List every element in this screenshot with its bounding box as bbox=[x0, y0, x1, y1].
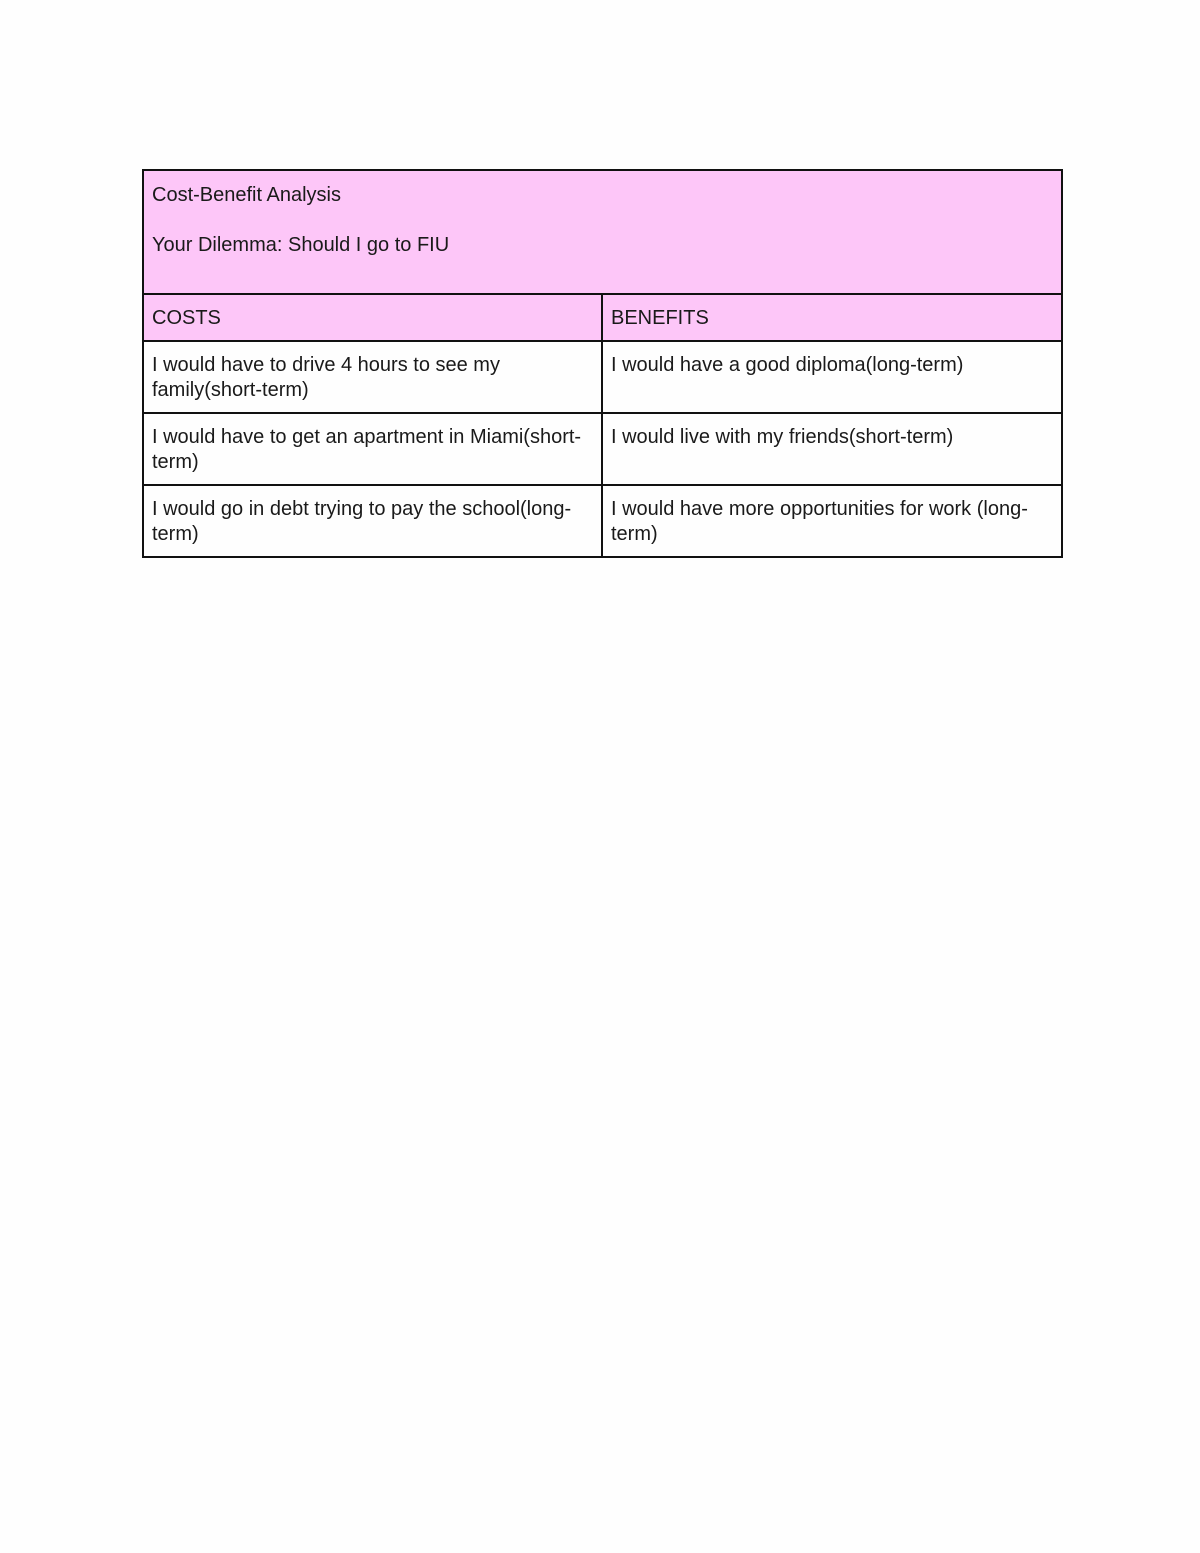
header-row bbox=[143, 294, 1062, 341]
costs-header: COSTS bbox=[143, 294, 602, 341]
title-row bbox=[143, 170, 1062, 294]
cost-cell: I would have to get an apartment in Miami(short-term) bbox=[143, 413, 602, 485]
dilemma-text: Your Dilemma: Should I go to FIU bbox=[152, 234, 450, 256]
cost-benefit-table bbox=[142, 169, 1063, 558]
benefit-cell: I would have more opportunities for work (long-term) bbox=[602, 485, 1062, 557]
cost-cell: I would go in debt trying to pay the school(long-term) bbox=[143, 485, 602, 557]
title-cell bbox=[143, 170, 1062, 294]
table-row bbox=[143, 413, 1062, 485]
table-title: Cost-Benefit Analysis bbox=[152, 184, 341, 206]
cost-cell: I would have to drive 4 hours to see my family(short-term) bbox=[143, 341, 602, 413]
table-row bbox=[143, 341, 1062, 413]
table-row bbox=[143, 485, 1062, 557]
benefit-cell: I would live with my friends(short-term) bbox=[602, 413, 1062, 485]
benefits-header: BENEFITS bbox=[602, 294, 1062, 341]
benefit-cell: I would have a good diploma(long-term) bbox=[602, 341, 1062, 413]
